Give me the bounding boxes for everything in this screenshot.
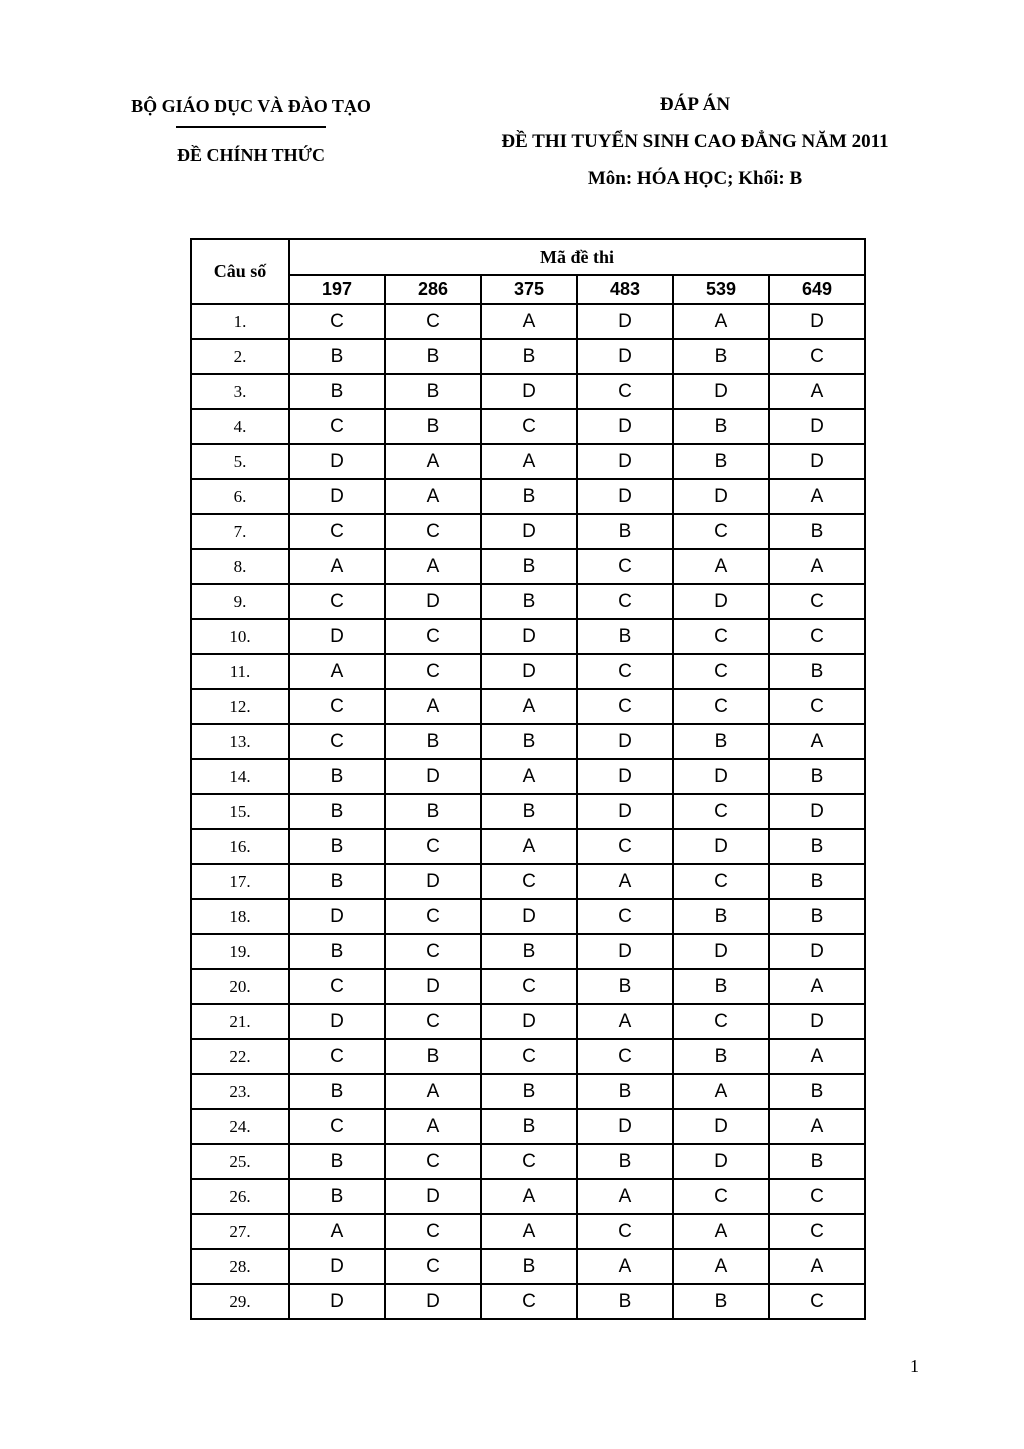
table-row	[191, 689, 865, 724]
question-number-cell: 6.	[191, 479, 289, 514]
answer-cell: C	[673, 1179, 769, 1214]
answer-cell: D	[385, 864, 481, 899]
answer-cell: C	[769, 1179, 865, 1214]
answer-cell: C	[673, 794, 769, 829]
answer-cell: A	[481, 689, 577, 724]
answer-cell: C	[577, 1214, 673, 1249]
answer-cell: D	[481, 899, 577, 934]
question-number-cell: 1.	[191, 304, 289, 339]
question-column-header: Câu số	[191, 239, 289, 304]
answer-cell: C	[673, 864, 769, 899]
question-number-cell: 14.	[191, 759, 289, 794]
answer-cell: C	[289, 1109, 385, 1144]
answer-cell: C	[673, 654, 769, 689]
exam-code-375: 375	[481, 275, 577, 304]
answer-cell: B	[769, 514, 865, 549]
answer-cell: B	[289, 934, 385, 969]
answer-cell: B	[385, 794, 481, 829]
answer-key-title: ĐÁP ÁN	[659, 94, 731, 115]
header-left-block	[96, 95, 406, 166]
table-row	[191, 1039, 865, 1074]
answer-cell: B	[769, 1074, 865, 1109]
answer-cell: B	[481, 934, 577, 969]
answer-cell: B	[673, 339, 769, 374]
answer-cell: B	[481, 549, 577, 584]
answer-cell: C	[385, 1144, 481, 1179]
answer-cell: A	[385, 1074, 481, 1109]
answer-cell: B	[481, 1074, 577, 1109]
answer-cell: C	[673, 1004, 769, 1039]
subject-line: Môn: HÓA HỌC; Khối: B	[587, 168, 803, 189]
answer-cell: C	[769, 619, 865, 654]
exam-code-197: 197	[289, 275, 385, 304]
answer-cell: B	[481, 339, 577, 374]
answer-table-body	[191, 304, 865, 1319]
answer-cell: B	[481, 1249, 577, 1284]
answer-cell: A	[481, 1214, 577, 1249]
answer-cell: A	[673, 549, 769, 584]
answer-cell: D	[577, 479, 673, 514]
answer-cell: D	[481, 374, 577, 409]
table-row	[191, 339, 865, 374]
answer-cell: B	[577, 619, 673, 654]
answer-cell: A	[385, 1109, 481, 1144]
table-row	[191, 409, 865, 444]
answer-cell: B	[769, 899, 865, 934]
answer-cell: D	[481, 514, 577, 549]
answer-cell: B	[481, 479, 577, 514]
answer-cell: D	[769, 1004, 865, 1039]
answer-cell: B	[673, 1039, 769, 1074]
question-number-cell: 23.	[191, 1074, 289, 1109]
answer-cell: D	[481, 654, 577, 689]
answer-cell: C	[577, 1039, 673, 1074]
question-number-cell: 29.	[191, 1284, 289, 1319]
answer-cell: D	[673, 759, 769, 794]
answer-cell: A	[289, 654, 385, 689]
answer-cell: A	[769, 1039, 865, 1074]
question-number-cell: 12.	[191, 689, 289, 724]
answer-cell: B	[481, 1109, 577, 1144]
answer-cell: A	[385, 689, 481, 724]
answer-cell: C	[385, 1214, 481, 1249]
answer-cell: C	[385, 829, 481, 864]
exam-code-group-header: Mã đề thi	[289, 239, 865, 275]
answer-cell: B	[289, 794, 385, 829]
answer-cell: C	[481, 1039, 577, 1074]
answer-cell: C	[289, 689, 385, 724]
question-number-cell: 26.	[191, 1179, 289, 1214]
answer-cell: D	[673, 584, 769, 619]
ministry-name: BỘ GIÁO DỤC VÀ ĐÀO TẠO	[131, 96, 371, 116]
answer-cell: B	[577, 969, 673, 1004]
answer-cell: C	[289, 409, 385, 444]
answer-cell: B	[385, 724, 481, 759]
answer-cell: A	[673, 1074, 769, 1109]
answer-cell: C	[577, 829, 673, 864]
answer-cell: D	[289, 1004, 385, 1039]
answer-cell: C	[385, 899, 481, 934]
answer-cell: A	[385, 479, 481, 514]
question-number-cell: 16.	[191, 829, 289, 864]
answer-cell: D	[769, 444, 865, 479]
answer-cell: C	[577, 549, 673, 584]
answer-cell: B	[289, 339, 385, 374]
answer-cell: D	[577, 444, 673, 479]
answer-cell: B	[673, 444, 769, 479]
table-row	[191, 654, 865, 689]
answer-cell: A	[289, 549, 385, 584]
table-row	[191, 1249, 865, 1284]
answer-cell: B	[577, 1284, 673, 1319]
answer-cell: C	[385, 1249, 481, 1284]
answer-cell: B	[289, 1179, 385, 1214]
answer-cell: A	[769, 969, 865, 1004]
answer-cell: A	[577, 1004, 673, 1039]
answer-cell: B	[577, 1074, 673, 1109]
answer-cell: B	[769, 654, 865, 689]
table-row	[191, 969, 865, 1004]
table-row	[191, 794, 865, 829]
exam-code-row	[191, 275, 865, 304]
question-number-cell: 8.	[191, 549, 289, 584]
answer-cell: D	[385, 584, 481, 619]
table-row	[191, 374, 865, 409]
answer-cell: C	[289, 304, 385, 339]
answer-cell: A	[385, 444, 481, 479]
answer-table-head	[191, 239, 865, 304]
question-number-cell: 19.	[191, 934, 289, 969]
answer-cell: C	[289, 514, 385, 549]
exam-code-483: 483	[577, 275, 673, 304]
answer-cell: B	[385, 339, 481, 374]
answer-cell: D	[577, 409, 673, 444]
answer-cell: C	[769, 339, 865, 374]
answer-cell: C	[769, 1214, 865, 1249]
answer-cell: B	[769, 864, 865, 899]
answer-cell: C	[481, 1144, 577, 1179]
question-number-cell: 20.	[191, 969, 289, 1004]
answer-cell: C	[769, 584, 865, 619]
answer-cell: B	[769, 759, 865, 794]
answer-cell: D	[673, 934, 769, 969]
answer-cell: A	[769, 374, 865, 409]
question-number-cell: 22.	[191, 1039, 289, 1074]
answer-cell: A	[769, 549, 865, 584]
question-number-cell: 17.	[191, 864, 289, 899]
question-number-cell: 18.	[191, 899, 289, 934]
table-row	[191, 444, 865, 479]
answer-cell: A	[769, 1109, 865, 1144]
group-header-row	[191, 239, 865, 275]
table-row	[191, 934, 865, 969]
answer-cell: C	[385, 514, 481, 549]
answer-cell: C	[385, 934, 481, 969]
question-number-cell: 28.	[191, 1249, 289, 1284]
question-number-cell: 5.	[191, 444, 289, 479]
answer-cell: D	[577, 934, 673, 969]
answer-cell: C	[577, 374, 673, 409]
answer-cell: B	[289, 374, 385, 409]
table-row	[191, 864, 865, 899]
answer-cell: B	[673, 1284, 769, 1319]
answer-cell: A	[481, 304, 577, 339]
answer-cell: C	[385, 1004, 481, 1039]
answer-cell: A	[481, 829, 577, 864]
answer-cell: B	[289, 864, 385, 899]
answer-cell: D	[769, 304, 865, 339]
answer-cell: A	[385, 549, 481, 584]
answer-cell: C	[385, 619, 481, 654]
answer-cell: C	[385, 654, 481, 689]
answer-cell: B	[481, 584, 577, 619]
answer-cell: B	[289, 829, 385, 864]
answer-cell: B	[289, 1074, 385, 1109]
answer-cell: D	[289, 619, 385, 654]
table-row	[191, 899, 865, 934]
answer-cell: A	[673, 1214, 769, 1249]
exam-code-539: 539	[673, 275, 769, 304]
question-number-cell: 27.	[191, 1214, 289, 1249]
answer-cell: B	[481, 794, 577, 829]
answer-cell: D	[577, 724, 673, 759]
answer-cell: A	[481, 1179, 577, 1214]
answer-cell: D	[673, 1144, 769, 1179]
answer-cell: D	[577, 339, 673, 374]
answer-cell: B	[289, 759, 385, 794]
answer-cell: A	[769, 1249, 865, 1284]
question-number-cell: 10.	[191, 619, 289, 654]
answer-cell: B	[769, 1144, 865, 1179]
answer-cell: C	[289, 724, 385, 759]
answer-cell: A	[673, 1249, 769, 1284]
answer-cell: B	[289, 1144, 385, 1179]
answer-cell: D	[577, 304, 673, 339]
answer-cell: B	[577, 1144, 673, 1179]
answer-cell: A	[481, 444, 577, 479]
answer-cell: D	[673, 1109, 769, 1144]
answer-cell: D	[481, 1004, 577, 1039]
page-number: 1	[910, 1356, 919, 1376]
question-number-cell: 3.	[191, 374, 289, 409]
question-number-cell: 13.	[191, 724, 289, 759]
question-number-cell: 15.	[191, 794, 289, 829]
answer-cell: B	[769, 829, 865, 864]
answer-cell: A	[769, 724, 865, 759]
answer-cell: C	[769, 1284, 865, 1319]
table-row	[191, 724, 865, 759]
answer-cell: C	[673, 514, 769, 549]
answer-cell: B	[673, 409, 769, 444]
answer-cell: D	[577, 1109, 673, 1144]
ministry-underline	[176, 126, 326, 128]
answer-cell: C	[673, 619, 769, 654]
answer-cell: A	[673, 304, 769, 339]
header-right-block	[445, 93, 945, 191]
answer-cell: D	[289, 479, 385, 514]
answer-cell: B	[673, 724, 769, 759]
answer-cell: D	[289, 1249, 385, 1284]
table-row	[191, 759, 865, 794]
question-number-cell: 9.	[191, 584, 289, 619]
answer-cell: B	[673, 899, 769, 934]
answer-cell: D	[673, 374, 769, 409]
answer-cell: D	[289, 444, 385, 479]
answer-cell: A	[577, 864, 673, 899]
answer-cell: A	[577, 1249, 673, 1284]
exam-code-286: 286	[385, 275, 481, 304]
answer-table	[190, 238, 866, 1320]
question-number-cell: 25.	[191, 1144, 289, 1179]
table-row	[191, 1004, 865, 1039]
answer-cell: D	[769, 934, 865, 969]
answer-cell: A	[769, 479, 865, 514]
table-row	[191, 619, 865, 654]
answer-cell: B	[577, 514, 673, 549]
answer-cell: D	[289, 899, 385, 934]
answer-cell: D	[673, 829, 769, 864]
question-number-cell: 21.	[191, 1004, 289, 1039]
answer-cell: C	[769, 689, 865, 724]
table-row	[191, 1179, 865, 1214]
answer-cell: A	[289, 1214, 385, 1249]
answer-cell: C	[673, 689, 769, 724]
answer-cell: D	[577, 759, 673, 794]
answer-cell: A	[481, 759, 577, 794]
question-number-cell: 4.	[191, 409, 289, 444]
answer-cell: A	[577, 1179, 673, 1214]
answer-cell: D	[577, 794, 673, 829]
answer-cell: C	[577, 689, 673, 724]
answer-cell: D	[289, 1284, 385, 1319]
answer-cell: D	[769, 409, 865, 444]
answer-cell: D	[673, 479, 769, 514]
question-number-cell: 11.	[191, 654, 289, 689]
table-row	[191, 514, 865, 549]
answer-cell: C	[289, 584, 385, 619]
answer-cell: B	[673, 969, 769, 1004]
answer-cell: B	[385, 1039, 481, 1074]
table-row	[191, 549, 865, 584]
table-row	[191, 584, 865, 619]
answer-cell: D	[385, 1284, 481, 1319]
answer-cell: C	[577, 899, 673, 934]
answer-cell: C	[577, 584, 673, 619]
answer-cell: C	[481, 1284, 577, 1319]
table-row	[191, 1214, 865, 1249]
answer-cell: D	[385, 759, 481, 794]
table-row	[191, 304, 865, 339]
answer-cell: C	[289, 969, 385, 1004]
official-exam-stamp: ĐỀ CHÍNH THỨC	[176, 145, 326, 165]
answer-cell: D	[769, 794, 865, 829]
table-row	[191, 1109, 865, 1144]
answer-cell: C	[577, 654, 673, 689]
answer-cell: D	[385, 969, 481, 1004]
answer-cell: B	[385, 409, 481, 444]
answer-cell: D	[481, 619, 577, 654]
table-row	[191, 1284, 865, 1319]
exam-title: ĐỀ THI TUYỂN SINH CAO ĐẲNG NĂM 2011	[501, 131, 889, 152]
answer-cell: C	[481, 409, 577, 444]
answer-cell: C	[481, 969, 577, 1004]
answer-cell: B	[481, 724, 577, 759]
answer-cell: C	[385, 304, 481, 339]
answer-cell: C	[289, 1039, 385, 1074]
answer-cell: C	[481, 864, 577, 899]
exam-code-649: 649	[769, 275, 865, 304]
question-number-cell: 2.	[191, 339, 289, 374]
table-row	[191, 1074, 865, 1109]
answer-cell: D	[385, 1179, 481, 1214]
table-row	[191, 1144, 865, 1179]
question-number-cell: 7.	[191, 514, 289, 549]
question-number-cell: 24.	[191, 1109, 289, 1144]
table-row	[191, 829, 865, 864]
answer-cell: B	[385, 374, 481, 409]
table-row	[191, 479, 865, 514]
